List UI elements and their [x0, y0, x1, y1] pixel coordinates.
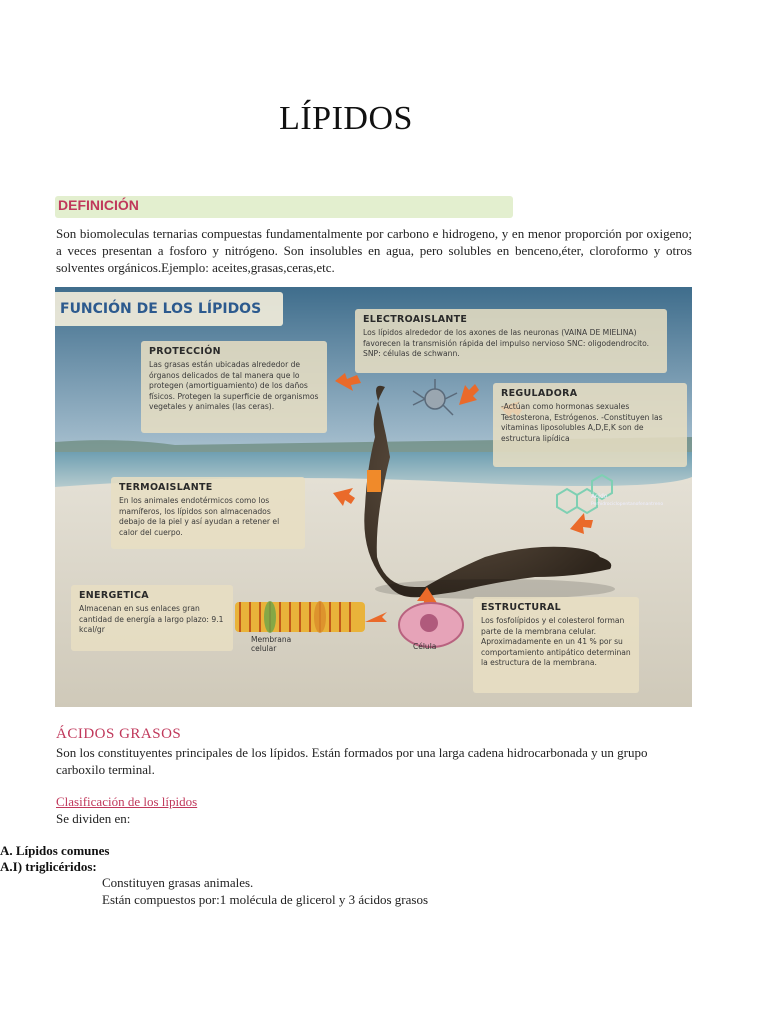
box-estructural — [473, 597, 639, 693]
proteccion-text: Las grasas están ubicadas alrededor de órganos delicados de tal manera que lo protegen (amortiguamiento) de los daños físicos. Protegen la superficie de organismos vegetales y animales (las ceras). — [149, 360, 319, 411]
caption-acido-sub: Perhidrociclopentanofenantreno — [591, 502, 664, 507]
reguladora-title: REGULADORA — [501, 388, 578, 399]
definicion-text: Son biomoleculas ternarias compuestas fundamentalmente por carbono e hidrogeno, y en menor proporción por oxigeno; a veces presentan a fosforo y nitrógeno. Son insolubles en agua, pero solubles en benceno,éter, cloroformo y otros solventes orgánicos.Ejemplo: aceites,grasas,ceras,etc. — [56, 226, 692, 275]
termoaislante-title: TERMOAISLANTE — [119, 482, 213, 493]
estructural-text: Los fosfolípidos y el colesterol forman parte de la membrana celular. Aproximadamente en un 41 % por su comportamiento antipático determinan la estructura de la membrana. — [481, 616, 631, 667]
box-proteccion — [141, 341, 327, 433]
infographic-title: FUNCIÓN DE LOS LÍPIDOS — [55, 292, 283, 326]
termoaislante-text: En los animales endotérmicos como los mamíferos, los lípidos son almacenados debajo de la piel y así ayudan a retener el calor del cuerpo. — [119, 496, 280, 537]
box-termoaislante — [111, 477, 305, 549]
reguladora-text: -Actúan como hormonas sexuales Testosterona, Estrógenos. -Constituyen las vitaminas liposolubles A,D,E,K son de estructura lipídica — [501, 402, 663, 443]
box-electroaislante — [355, 309, 667, 373]
clasificacion-link[interactable]: Clasificación de los lípidos — [56, 794, 198, 809]
funcion-lipidos-infographic — [55, 287, 692, 707]
definicion-header — [55, 196, 513, 218]
lipidos-comunes-heading: A. Lípidos comunes — [0, 843, 110, 858]
definicion-heading: DEFINICIÓN — [58, 197, 139, 213]
caption-acido: Ácido — [591, 493, 608, 500]
energetica-text: Almacenan en sus enlaces gran cantidad de energía a largo plazo: 9.1 kcal/gr — [79, 604, 224, 634]
page-title: LÍPIDOS — [279, 100, 413, 137]
energetica-title: ENERGETICA — [79, 590, 149, 601]
electroaislante-text: Los lípidos alrededor de los axones de las neuronas (VAINA DE MIELINA) favorecen la transmisión rápida del impulso nervioso SNC: oligodendrocito. SNP: células de schwann. — [363, 328, 650, 358]
se-dividen-text: Se dividen en: — [56, 811, 131, 826]
proteccion-title: PROTECCIÓN — [149, 346, 221, 357]
box-reguladora — [493, 383, 687, 467]
box-energetica — [71, 585, 233, 651]
trigliceridos-heading: A.I) triglicéridos: — [0, 859, 97, 874]
caption-celula: Célula — [413, 642, 437, 651]
caption-membrana: Membrana celular — [251, 635, 292, 653]
acidos-grasos-heading: ÁCIDOS GRASOS — [56, 726, 182, 742]
acidos-grasos-text: Son los constituyentes principales de los lípidos. Están formados por una larga cadena hidrocarbonada y un grupo carboxilo terminal. — [56, 745, 648, 777]
trigliceridos-line-1: Constituyen grasas animales. — [102, 875, 254, 890]
estructural-title: ESTRUCTURAL — [481, 602, 562, 613]
trigliceridos-line-2: Están compuestos por:1 molécula de glicerol y 3 ácidos grasos — [102, 892, 429, 907]
electroaislante-title: ELECTROAISLANTE — [363, 314, 468, 325]
